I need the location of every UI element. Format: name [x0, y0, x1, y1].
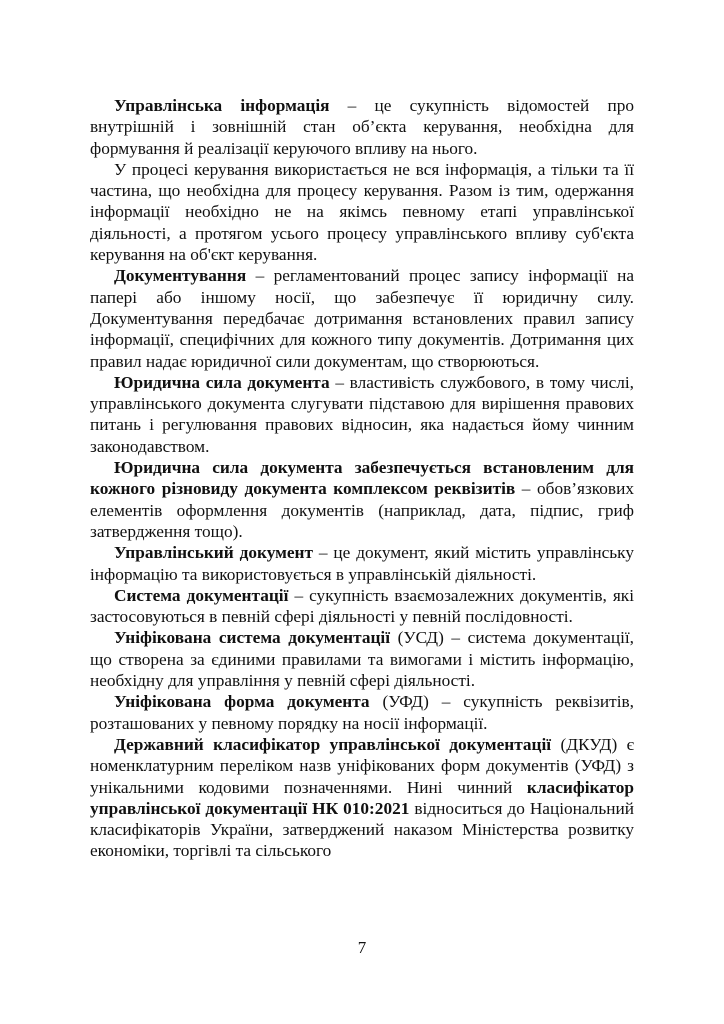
term-management-information: Управлінська інформація [114, 96, 330, 115]
paragraph-information-usage [90, 159, 634, 265]
definition-text: – регламентований процес запису інформації на папері або іншому носії, що забезпечує її юридичну силу. Документування передбачає дотримання встановлених правил запису інформації, специфічних для кожного типу документів. Дотримання цих правил надає юридичної сили документам, що створюються. [90, 266, 634, 371]
definition-text: – сукупність взаємозалежних документів, які застосовуються в певній сфері діяльності у певній послідовності. [90, 585, 634, 627]
definition-text: (ДКУД) є номенклатурним переліком назв уніфікованих форм документів (УФД) з унікальними кодовими позначеннями. Нині чинний [90, 734, 634, 797]
paragraph-text: У процесі керування використається не вся інформація, а тільки та її частина, що необхідна для процесу керування. Разом із тим, одержання інформації необхідно не на якімсь певному етапі управлінської діяльності, а протягом усього процесу управлінського впливу суб'єкта керування на об'єкт керування. [90, 159, 634, 265]
term-documenting: Документування [114, 266, 247, 286]
paragraph-legal-force [90, 372, 634, 457]
term-documentation-system: Система документації [114, 585, 289, 605]
definition-text: (УФД) – сукупність реквізитів, розташованих у певному порядку на носії інформації. [90, 692, 634, 733]
term-unified-document-form: Уніфікована форма документа [114, 692, 370, 712]
term-state-classifier: Державний класифікатор управлінської документації [114, 734, 552, 754]
paragraph-unified-document-form [90, 691, 634, 734]
paragraph-documentation-system [90, 585, 634, 628]
term-legal-force-requisites: Юридична сила документа забезпечується встановленим для кожного різновиду документа комплексом реквізитів [90, 458, 634, 499]
term-unified-documentation-system: Уніфікована система документації [114, 628, 391, 648]
term-management-document: Управлінський документ [114, 543, 313, 563]
page-number: 7 [357, 938, 367, 957]
body-text [90, 95, 634, 862]
term-legal-force: Юридична сила документа [114, 372, 330, 392]
definition-text: – це сукупність відомостей про внутрішній і зовнішній стан об’єкта керування, необхідна для формування й реалізації керуючого впливу на нього. [90, 96, 634, 158]
definition-text: – обов’язкових елементів оформлення документів (наприклад, дата, підпис, гриф затвердження тощо). [90, 479, 634, 541]
paragraph-legal-force-requisites [90, 457, 634, 542]
paragraph-management-information [90, 95, 634, 159]
definition-text-continued: відноситься до Національний класифікаторів України, затверджений наказом Міністерства розвитку економіки, торгівлі та сільського [90, 798, 634, 861]
paragraph-state-classifier [90, 734, 634, 862]
paragraph-management-document [90, 542, 634, 585]
paragraph-unified-documentation-system [90, 627, 634, 691]
definition-text: (УСД) – система документації, що створена за єдиними правилами та вимогами і містить інформацію, необхідну для управління у певній сфері діяльності. [90, 628, 634, 691]
definition-text: – властивість службового, в тому числі, управлінського документа слугувати підставою для вирішення правових питань і регулювання правових відносин, яка надається йому чинним законодавством. [90, 372, 634, 456]
definition-text: – це документ, який містить управлінську інформацію та використовується в управлінській діяльності. [90, 543, 634, 584]
paragraph-documenting [90, 265, 634, 371]
term-classifier-nk: класифікатор управлінської документації НК 010:2021 [90, 777, 634, 818]
